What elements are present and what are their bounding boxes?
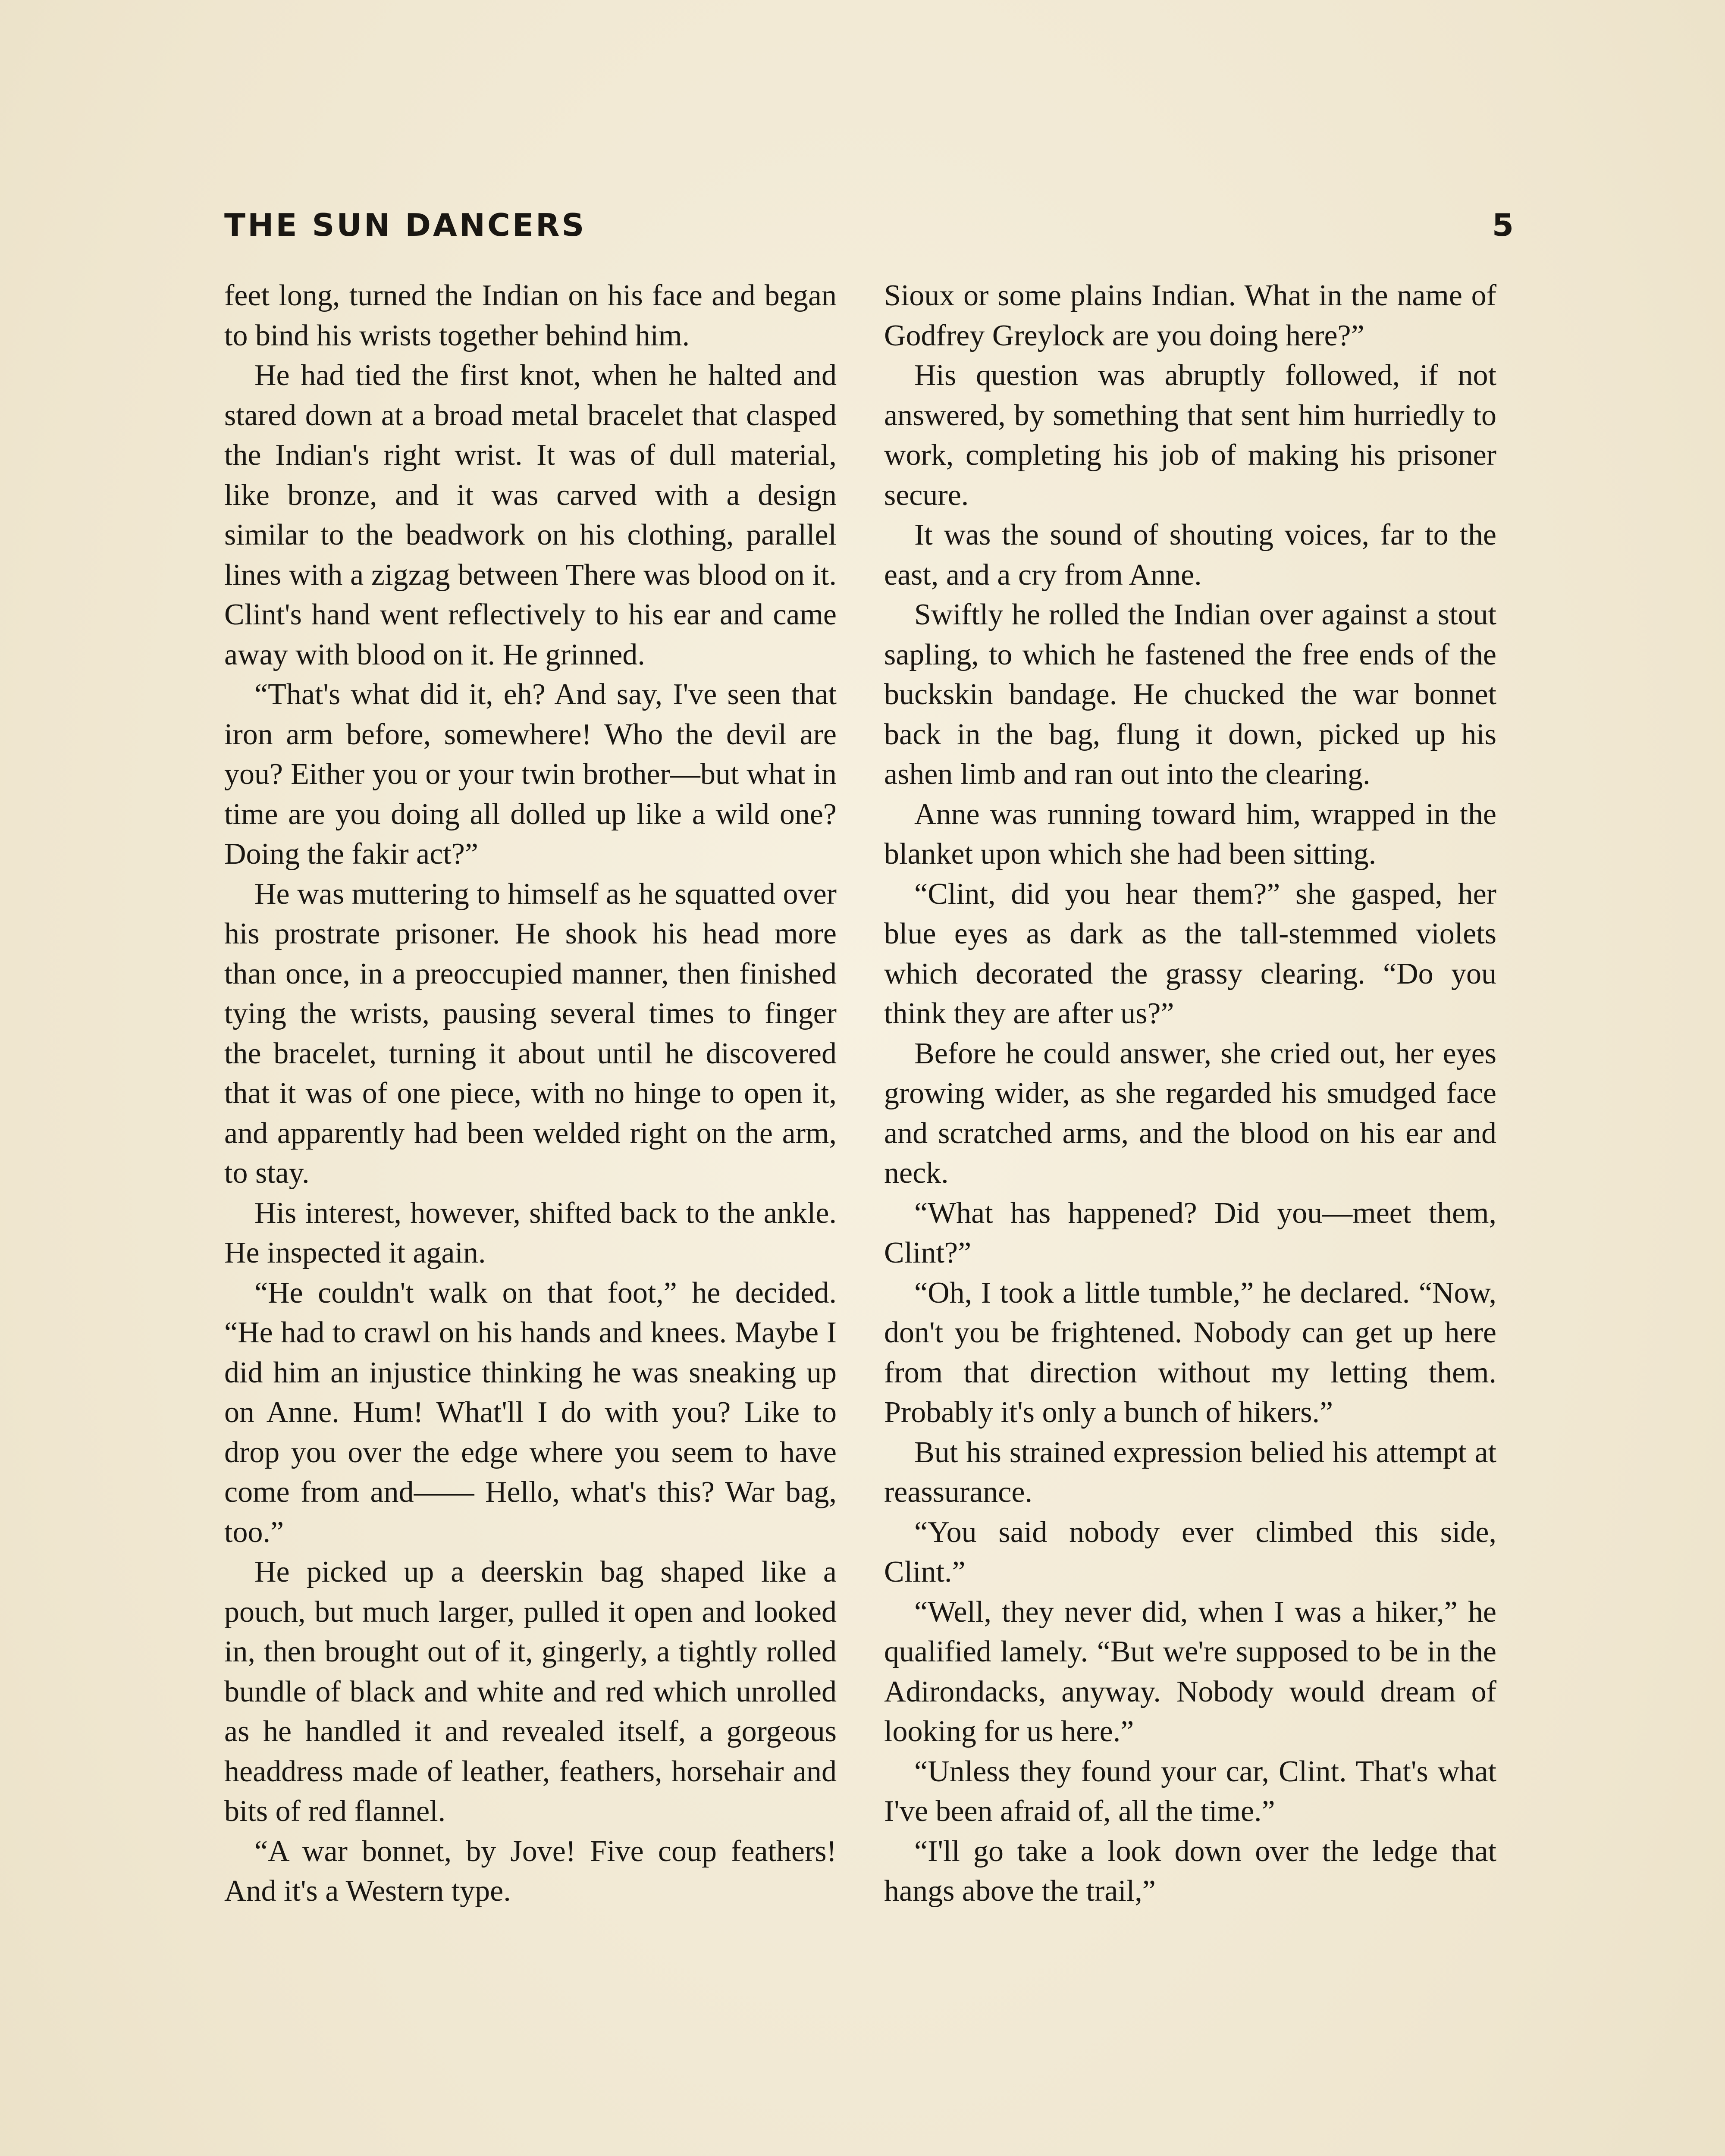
paragraph: feet long, turned the Indian on his face and began to bind his wrists together behind him.: [224, 279, 837, 352]
paragraph: Anne was running toward him, wrapped in the blanket upon which she had been sitting.: [884, 797, 1496, 871]
paragraph: It was the sound of shouting voices, far to the east, and a cry from Anne.: [884, 518, 1496, 592]
paragraph: His interest, however, shifted back to the ankle. He inspected it again.: [224, 1196, 837, 1269]
paragraph: “Clint, did you hear them?” she gasped, her blue eyes as dark as the tall-stemmed violets which decorated the grassy clearing. “Do you think they are after us?”: [884, 877, 1496, 1030]
paragraph: He had tied the first knot, when he halted and stared down at a broad metal bracelet that clasped the Indian's right wrist. It was of dull material, like bronze, and it was carved with a design similar to the beadwork on his clothing, parallel lines with a zigzag between There was blood on it. Clint's hand went reflectively to his ear and came away with blood on it. He grinned.: [224, 359, 837, 671]
paragraph: “What has happened? Did you—meet them, Clint?”: [884, 1196, 1496, 1269]
running-title: THE SUN DANCERS: [224, 207, 586, 243]
paragraph: “He couldn't walk on that foot,” he decided. “He had to crawl on his hands and knees. Maybe I did him an injustice thinking he was sneaking up on Anne. Hum! What'll I do with you? Like to drop you over the edge where you seem to have come from and—— Hello, what's this? War bag, too.”: [224, 1276, 837, 1549]
paragraph: “Well, they never did, when I was a hiker,” he qualified lamely. “But we're supposed to be in the Adirondacks, anyway. Nobody would dream of looking for us here.”: [884, 1595, 1496, 1748]
paragraph: “Unless they found your car, Clint. That's what I've been afraid of, all the time.”: [884, 1755, 1496, 1828]
paragraph: “Oh, I took a little tumble,” he declared. “Now, don't you be frightened. Nobody can get up here from that direction without my letting them. Probably it's only a bunch of hikers.”: [884, 1276, 1496, 1429]
paragraph: “A war bonnet, by Jove! Five coup feathers! And it's a Western type.: [224, 1834, 837, 1908]
paragraph: He was muttering to himself as he squatted over his prostrate prisoner. He shook his head more than once, in a preoccupied manner, then finished tying the wrists, pausing several times to finger the bracelet, turning it about until he discovered that it was of one piece, with no hinge to open it, and apparently had been welded right on the arm, to stay.: [224, 877, 837, 1190]
paragraph: His question was abruptly followed, if not answered, by something that sent him hurriedly to work, completing his job of making his prisoner secure.: [884, 359, 1496, 512]
paragraph: “You said nobody ever climbed this side, Clint.”: [884, 1515, 1496, 1589]
paragraph: He picked up a deerskin bag shaped like a pouch, but much larger, pulled it open and looked in, then brought out of it, gingerly, a tightly rolled bundle of black and white and red which unrolled as he handled it and revealed itself, a gorgeous headdress made of leather, feathers, horsehair and bits of red flannel.: [224, 1555, 837, 1828]
page-number: 5: [1492, 207, 1514, 243]
paragraph: “That's what did it, eh? And say, I've seen that iron arm before, somewhere! Who the devil are you? Either you or your twin brother—but what in time are you doing all dolled up like a wild one? Doing the fakir act?”: [224, 678, 837, 871]
paragraph: But his strained expression belied his attempt at reassurance.: [884, 1435, 1496, 1509]
paragraph: Sioux or some plains Indian. What in the name of Godfrey Greylock are you doing here?”: [884, 279, 1496, 352]
paragraph: “I'll go take a look down over the ledge that hangs above the trail,”: [884, 1834, 1496, 1908]
paragraph: Before he could answer, she cried out, her eyes growing wider, as she regarded his smudged face and scratched arms, and the blood on his ear and neck.: [884, 1037, 1496, 1190]
right-text-column: [884, 276, 1496, 2156]
running-head: [224, 207, 1514, 254]
paragraph: Swiftly he rolled the Indian over against a stout sapling, to which he fastened the free ends of the buckskin bandage. He chucked the war bonnet back in the bag, flung it down, picked up his ashen limb and ran out into the clearing.: [884, 598, 1496, 791]
left-text-column: [224, 276, 837, 2156]
